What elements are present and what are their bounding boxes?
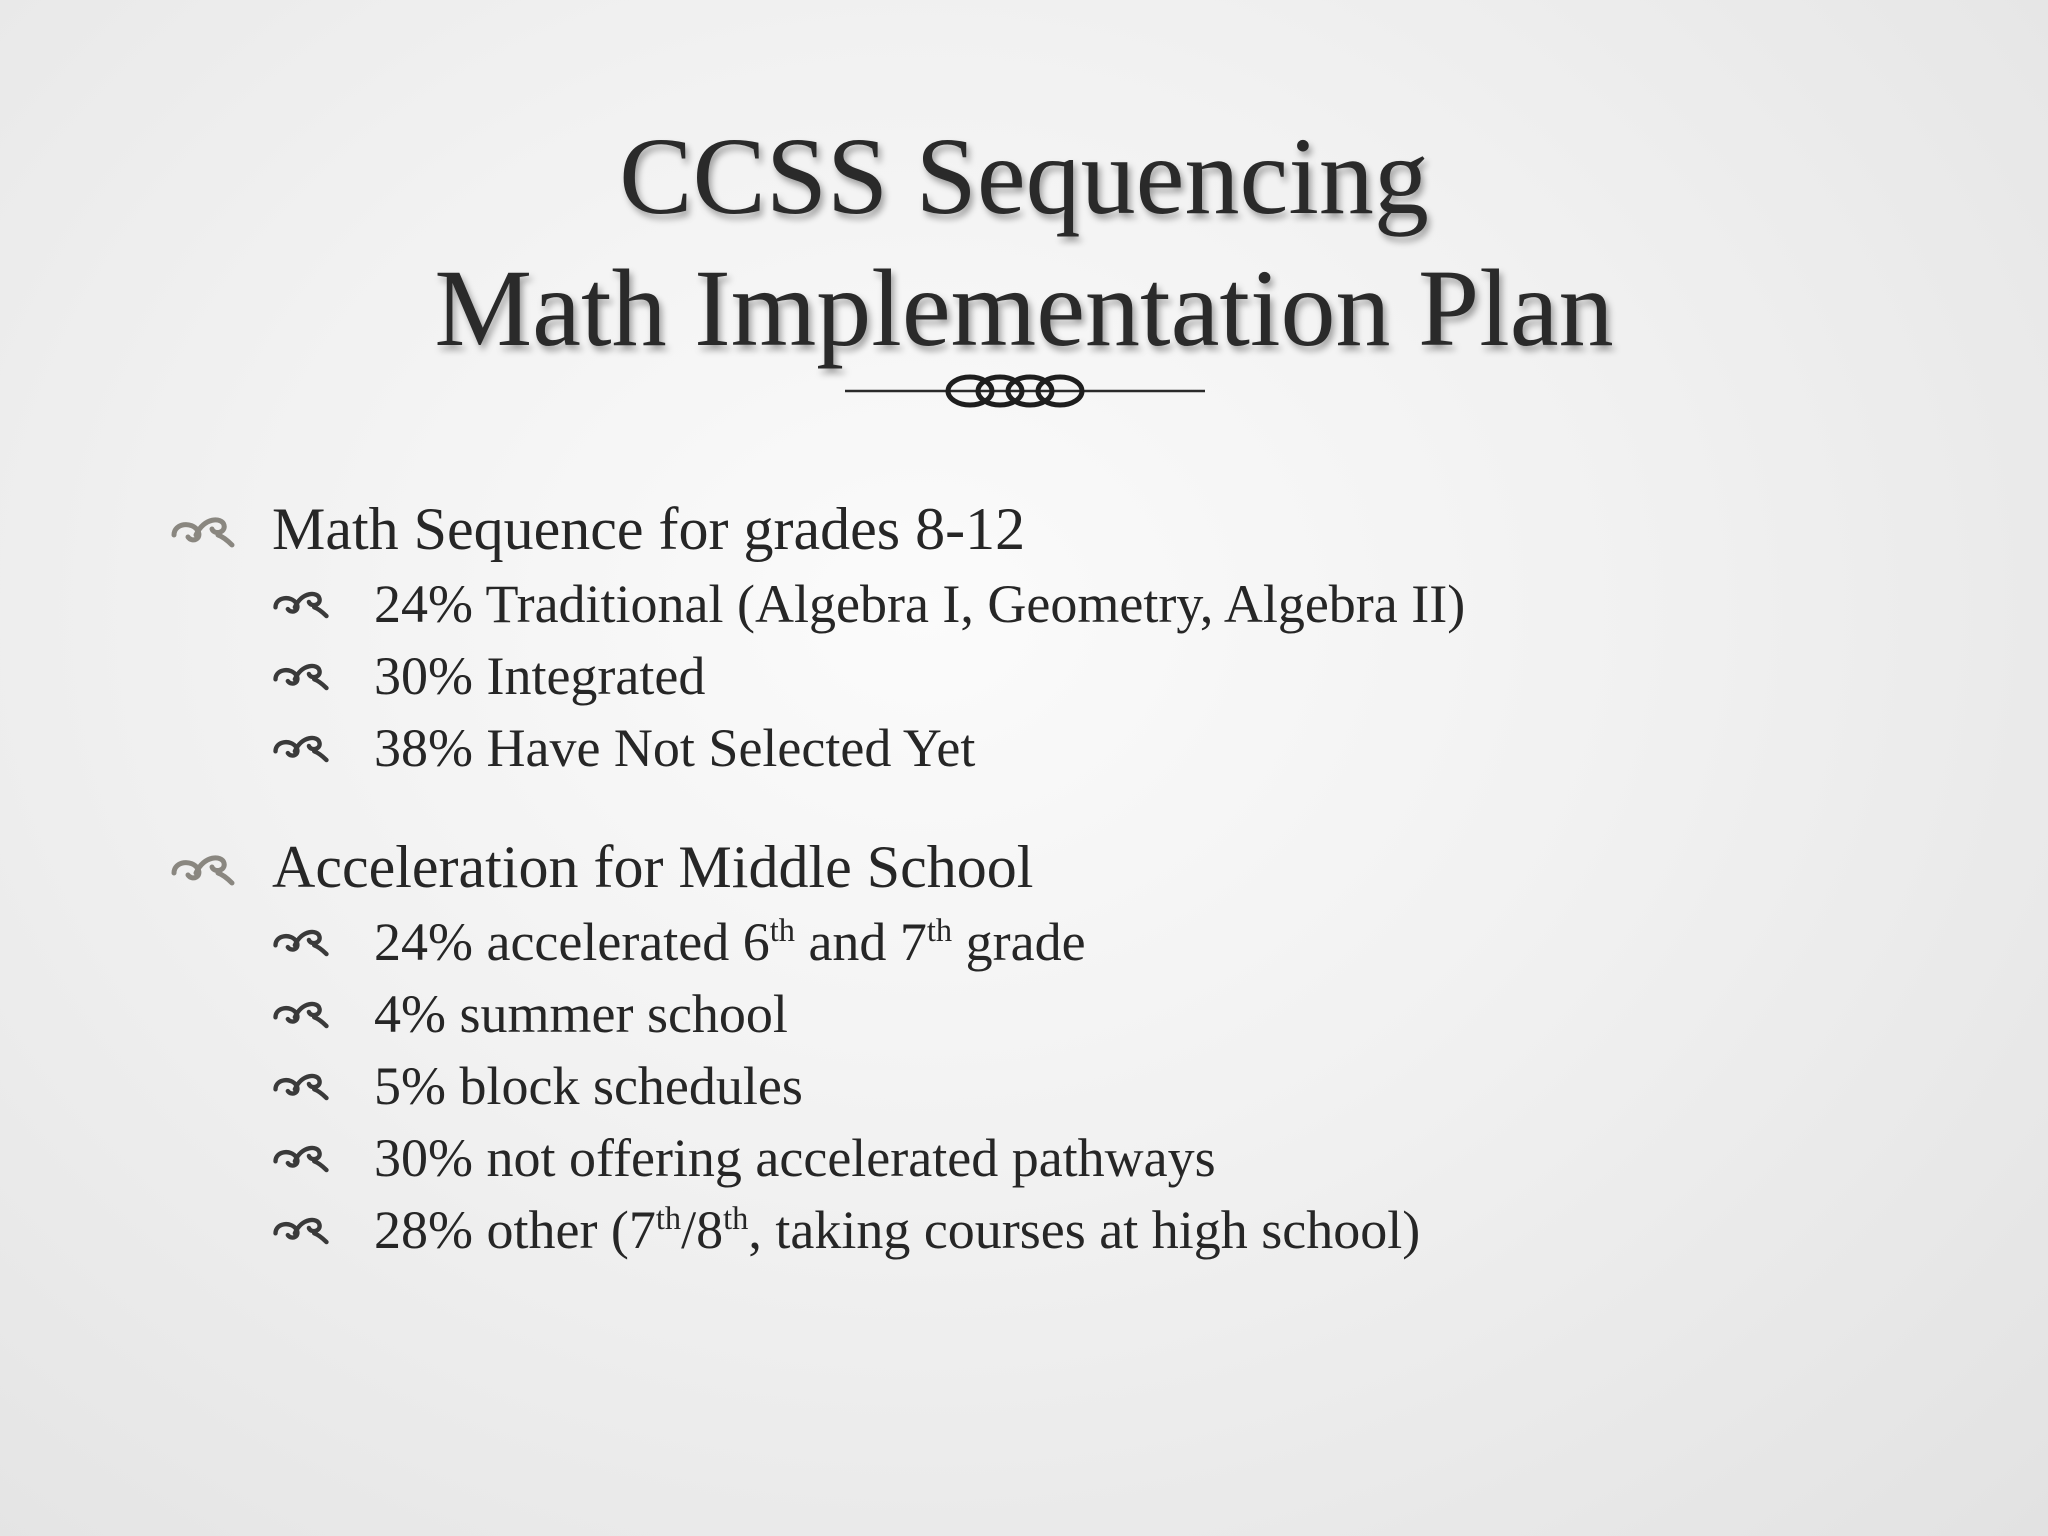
scroll-bullet-icon [170,509,236,549]
title-line-2: Math Implementation Plan [434,247,1614,369]
list-item-text: 24% accelerated 6th and 7th grade [374,912,1086,972]
list-item [170,1122,1990,1194]
section-math-sequence [170,490,1990,784]
list-item [170,568,1990,640]
list-item-text: 30% Integrated [374,646,706,706]
list-item-text: 4% summer school [374,984,788,1044]
list-item [170,978,1990,1050]
list-item [170,828,1990,906]
scroll-bullet-icon [272,1138,330,1178]
list-item-text: 38% Have Not Selected Yet [374,718,976,778]
title-ornament-icon [845,369,1205,413]
bullet-list [170,490,1990,1310]
scroll-bullet-icon [170,847,236,887]
list-item-text: 24% Traditional (Algebra I, Geometry, Algebra II) [374,574,1466,634]
section-acceleration [170,828,1990,1266]
scroll-bullet-icon [272,728,330,768]
list-item [170,712,1990,784]
list-item-text: 5% block schedules [374,1056,803,1116]
scroll-bullet-icon [272,584,330,624]
slide-title [0,110,2048,374]
title-line-1: CCSS Sequencing [619,115,1429,237]
scroll-bullet-icon [272,656,330,696]
list-item [170,640,1990,712]
scroll-bullet-icon [272,1066,330,1106]
list-item [170,1050,1990,1122]
section-heading: Math Sequence for grades 8-12 [272,495,1026,562]
list-item [170,1194,1990,1266]
list-item-text: 28% other (7th/8th, taking courses at high school) [374,1200,1421,1260]
scroll-bullet-icon [272,1210,330,1250]
list-item [170,490,1990,568]
list-item [170,906,1990,978]
section-heading: Acceleration for Middle School [272,833,1034,900]
scroll-bullet-icon [272,994,330,1034]
list-item-text: 30% not offering accelerated pathways [374,1128,1216,1188]
scroll-bullet-icon [272,922,330,962]
